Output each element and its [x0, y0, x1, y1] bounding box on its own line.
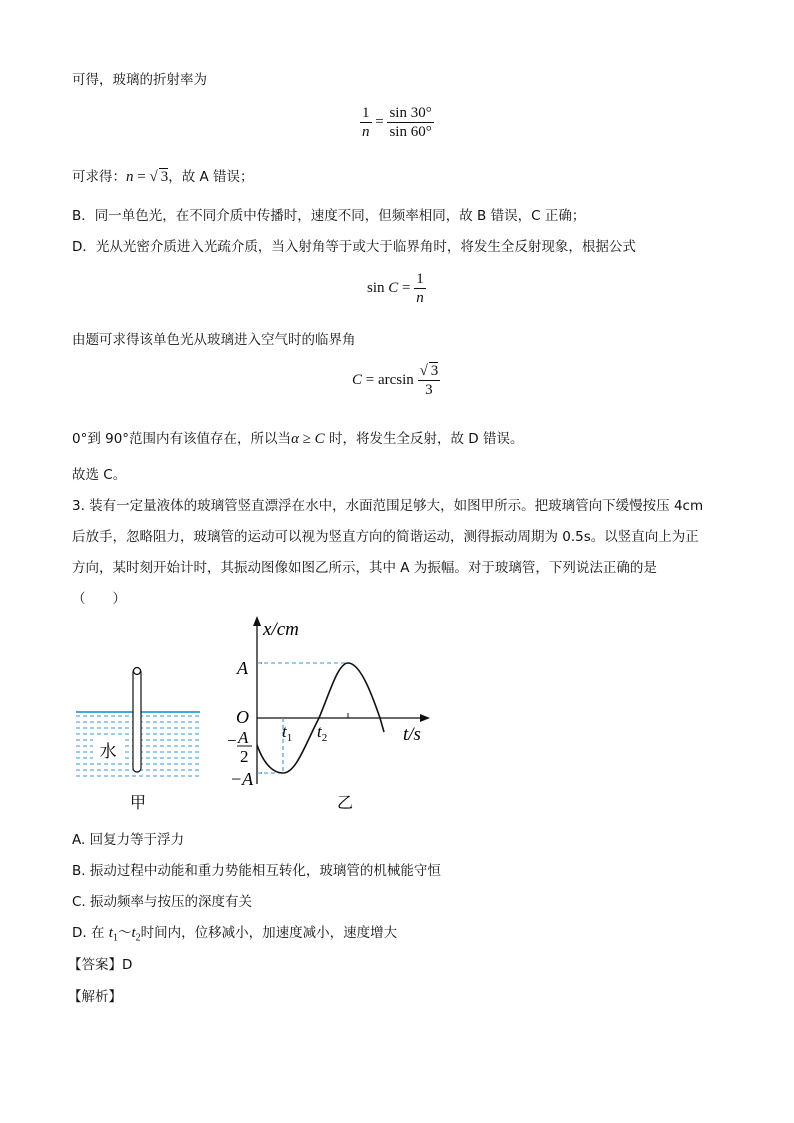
eq1-rhs-den: sin 60°	[389, 124, 432, 140]
l6-ge: ≥	[298, 431, 315, 447]
solution-line-6	[72, 427, 523, 448]
solution-line-7: 故选 C。	[72, 467, 127, 483]
l6-alpha: α	[291, 431, 299, 447]
l6-a: 0°到 90°范围内有该值存在，所以当	[72, 431, 292, 447]
option-d-t2-sub: 2	[135, 932, 141, 944]
figure-yi	[227, 616, 430, 812]
eq3-num: √ 3	[419, 363, 439, 379]
option-d-suffix: 时间内，位移减小，加速度减小，速度增大	[140, 925, 398, 941]
solution-line-3: B．同一单色光，在不同介质中传播时，速度不同，但频率相同，故 B 错误，C 正确；	[72, 208, 586, 224]
l6-C: C	[314, 431, 325, 447]
answer-value: D	[122, 957, 133, 973]
option-d-t1-sub: 1	[112, 932, 118, 944]
eq3-root: 3	[430, 363, 439, 379]
label-t1: $t_1$	[282, 722, 293, 744]
question-line-1: 3. 装有一定量液体的玻璃管竖直漂浮在水中，水面范围足够大，如图甲所示。把玻璃管向下缓慢按压 4cm	[72, 498, 704, 514]
eq3-fn: arcsin	[377, 371, 414, 388]
solution-line-2: 可求得：n = √ 3，故 A 错误；	[72, 169, 254, 185]
eq2-equals: =	[402, 279, 411, 296]
question-bracket: （ ）	[72, 591, 126, 607]
eq3-den: 3	[425, 382, 433, 398]
tick-A: A	[237, 658, 248, 678]
eq1-equals: =	[375, 113, 384, 130]
equation-refraction	[360, 104, 434, 141]
eq3-var: C	[352, 371, 363, 388]
tick-half-den: 2	[240, 747, 249, 766]
l2-prefix: 可求得：	[72, 169, 126, 185]
equation-critical	[367, 270, 426, 307]
l2-n: n	[126, 169, 134, 185]
tick-half-sign: −	[227, 731, 237, 750]
label-t2: $t_2$	[317, 722, 328, 744]
x-axis-arrow	[420, 714, 430, 722]
option-d-t1: t	[108, 925, 113, 941]
eq3-equals: =	[365, 371, 375, 388]
figure-jia	[76, 668, 200, 813]
eq1-lhs-num: 1	[362, 105, 370, 121]
l6-b: 时，将发生全反射，故 D 错误。	[324, 431, 524, 447]
fraction-lhs	[360, 104, 372, 141]
l2-suffix: ，故 A 错误；	[168, 169, 254, 185]
solution-line-1: 可得，玻璃的折射率为	[72, 72, 207, 88]
water-label: 水	[99, 742, 117, 761]
caption-yi: 乙	[336, 795, 354, 812]
eq2-den: n	[416, 290, 424, 306]
equation-arcsin	[352, 362, 440, 399]
option-d-prefix: D. 在	[72, 925, 109, 941]
solution-line-5: 由题可求得该单色光从玻璃进入空气时的临界角	[72, 332, 356, 348]
solution-line-4: D．光从光密介质进入光疏介质，当入射角等于或大于临界角时，将发生全反射现象，根据公式	[72, 239, 636, 255]
eq2-var: C	[388, 279, 399, 296]
answer-label: 【答案】	[68, 957, 122, 973]
l2-eq: =	[133, 169, 150, 185]
eq1-rhs-num: sin 30°	[389, 105, 432, 121]
option-a: A. 回复力等于浮力	[72, 832, 185, 848]
l2-root: 3	[160, 169, 169, 185]
option-c: C. 振动频率与按压的深度有关	[72, 894, 253, 910]
question-line-2: 后放手，忽略阻力，玻璃管的运动可以视为竖直方向的简谐运动，测得振动周期为 0.5s。以竖直向上为正	[72, 529, 699, 545]
tick-half-num: A	[238, 728, 249, 747]
eq2-fraction	[414, 270, 426, 307]
glass-tube	[133, 668, 141, 772]
analysis-label: 【解析】	[68, 989, 122, 1005]
eq2-num: 1	[416, 271, 424, 287]
eq1-lhs-den: n	[362, 124, 370, 140]
fraction-rhs	[387, 104, 433, 141]
origin-label: O	[236, 707, 249, 727]
y-axis-label: x/cm	[263, 619, 299, 640]
option-d	[72, 921, 397, 944]
figure	[60, 612, 450, 822]
option-d-sep: ～	[117, 925, 132, 941]
x-axis-label: t/s	[403, 724, 421, 745]
option-b: B. 振动过程中动能和重力势能相互转化，玻璃管的机械能守恒	[72, 863, 441, 879]
y-axis-arrow	[253, 616, 261, 626]
eq2-sin: sin	[367, 279, 385, 296]
option-d-t2: t	[131, 925, 136, 941]
question-line-3: 方向，某时刻开始计时，其振动图像如图乙所示，其中 A 为振幅。对于玻璃管，下列说法正确的是	[72, 560, 657, 576]
tick-negA: −A	[230, 769, 254, 789]
answer	[68, 953, 132, 973]
tube-top	[134, 668, 141, 675]
eq3-fraction	[418, 362, 441, 399]
caption-jia: 甲	[129, 795, 147, 812]
